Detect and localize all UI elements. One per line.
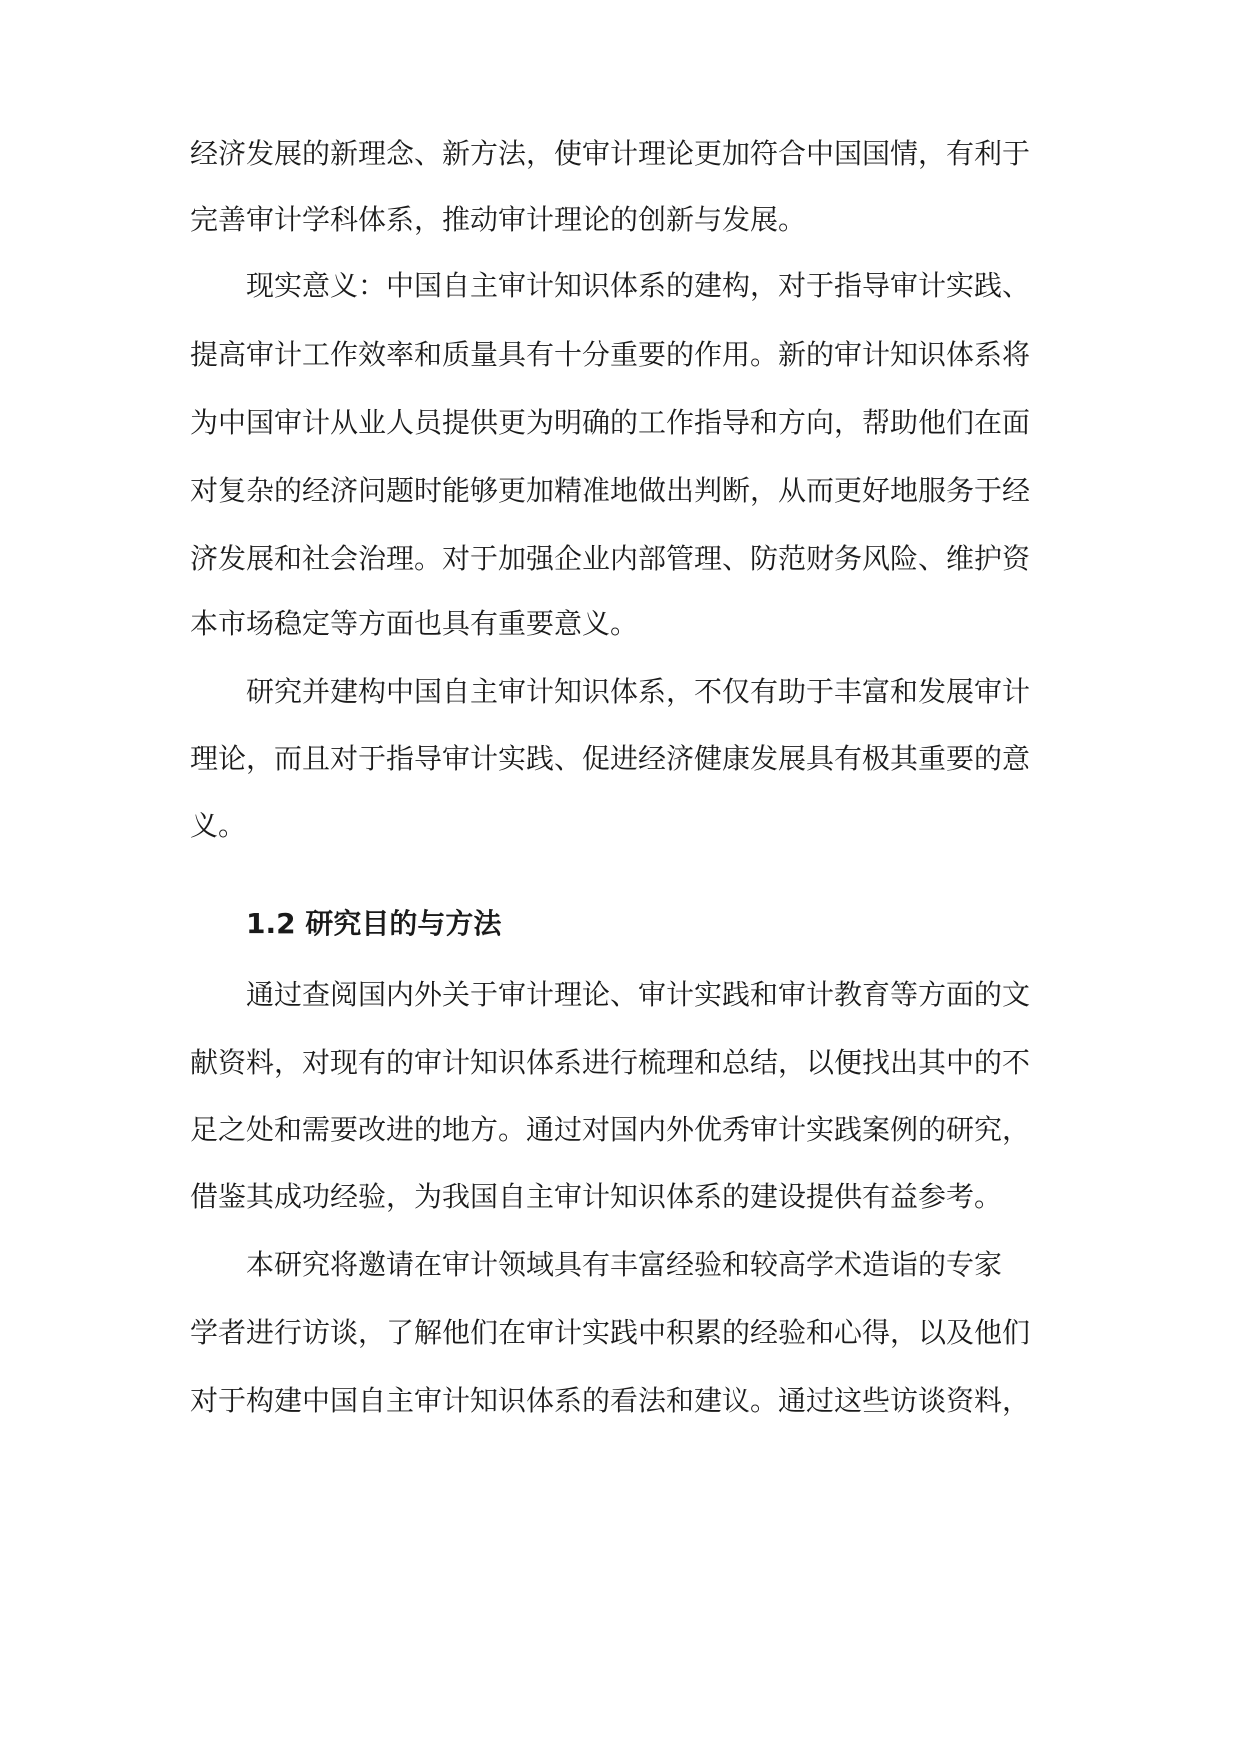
paragraph-2-line-2: 提高审计工作效率和质量具有十分重要的作用。新的审计知识体系将 bbox=[190, 338, 1031, 371]
paragraph-5-line-3: 对于构建中国自主审计知识体系的看法和建议。通过这些访谈资料， bbox=[190, 1384, 1031, 1417]
paragraph-3-line-1: 研究并建构中国自主审计知识体系，不仅有助于丰富和发展审计 bbox=[246, 675, 1031, 708]
paragraph-2-line-6: 本市场稳定等方面也具有重要意义。 bbox=[190, 607, 639, 640]
paragraph-3-line-3: 义。 bbox=[190, 809, 247, 842]
section-heading: 1.2 研究目的与方法 bbox=[246, 907, 502, 940]
paragraph-4-line-3: 足之处和需要改进的地方。通过对国内外优秀审计实践案例的研究， bbox=[190, 1113, 1031, 1146]
paragraph-2-line-5: 济发展和社会治理。对于加强企业内部管理、防范财务风险、维护资 bbox=[190, 542, 1031, 575]
paragraph-2-line-4: 对复杂的经济问题时能够更加精准地做出判断，从而更好地服务于经 bbox=[190, 474, 1031, 507]
paragraph-4-line-4: 借鉴其成功经验，为我国自主审计知识体系的建设提供有益参考。 bbox=[190, 1180, 1003, 1213]
paragraph-1-line-1: 经济发展的新理念、新方法，使审计理论更加符合中国国情，有利于 bbox=[190, 137, 1031, 170]
paragraph-3-line-2: 理论，而且对于指导审计实践、促进经济健康发展具有极其重要的意 bbox=[190, 742, 1031, 775]
paragraph-5-line-2: 学者进行访谈，了解他们在审计实践中积累的经验和心得，以及他们 bbox=[190, 1316, 1031, 1349]
paragraph-4-line-1: 通过查阅国内外关于审计理论、审计实践和审计教育等方面的文 bbox=[246, 978, 1031, 1011]
paragraph-1-line-2: 完善审计学科体系，推动审计理论的创新与发展。 bbox=[190, 203, 807, 236]
paragraph-2-line-1: 现实意义：中国自主审计知识体系的建构，对于指导审计实践、 bbox=[246, 269, 1031, 302]
paragraph-2-line-3: 为中国审计从业人员提供更为明确的工作指导和方向，帮助他们在面 bbox=[190, 406, 1031, 439]
paragraph-5-line-1: 本研究将邀请在审计领域具有丰富经验和较高学术造诣的专家 bbox=[246, 1248, 1003, 1281]
paragraph-4-line-2: 献资料，对现有的审计知识体系进行梳理和总结，以便找出其中的不 bbox=[190, 1046, 1031, 1079]
